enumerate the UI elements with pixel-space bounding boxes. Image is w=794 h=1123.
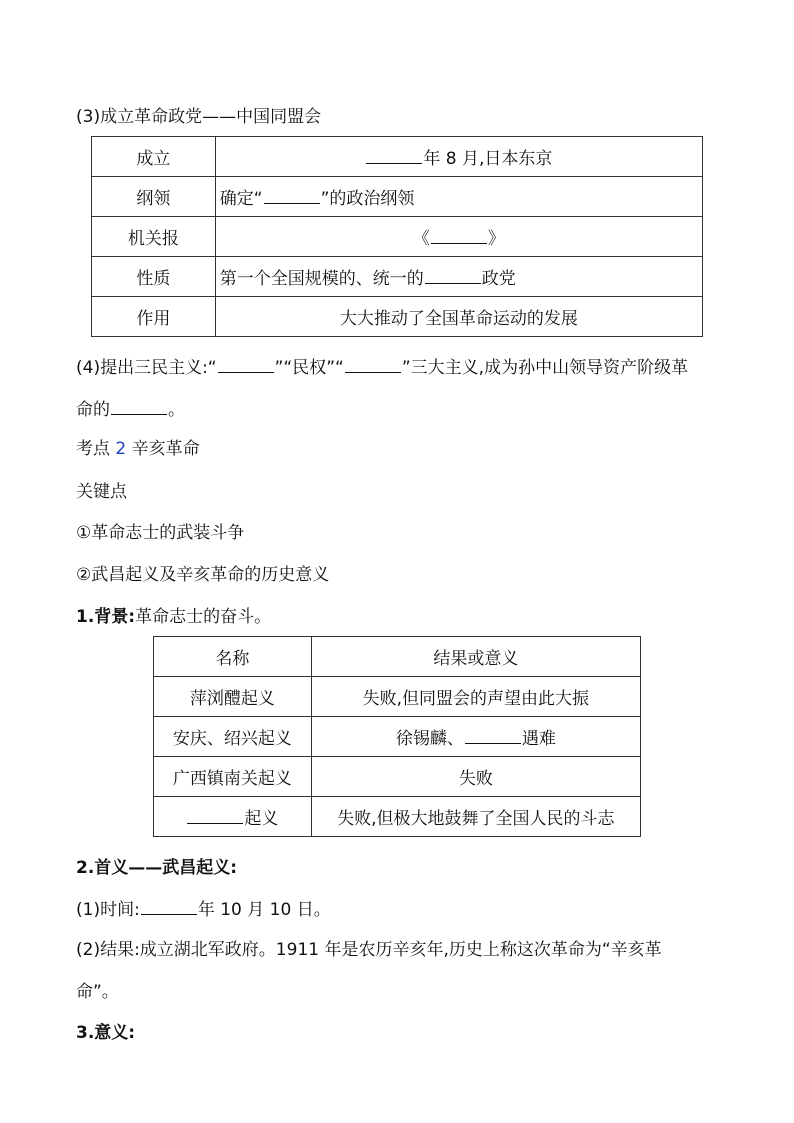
section3-heading: (3)成立革命政党——中国同盟会 bbox=[76, 107, 322, 127]
row-content: 《 》 bbox=[215, 217, 702, 257]
row-content: 确定“ ”的政治纲领 bbox=[215, 177, 702, 217]
time-line: (1)时间: 年 10 月 10 日。 bbox=[76, 900, 331, 920]
table-row bbox=[92, 257, 703, 297]
uprising-result: 失败 bbox=[311, 757, 640, 797]
row-label: 性质 bbox=[92, 257, 216, 297]
key-points-title: 关键点 bbox=[76, 482, 127, 502]
fill-blank[interactable] bbox=[264, 187, 320, 204]
row-content: 年 8 月,日本东京 bbox=[215, 137, 702, 177]
table-row bbox=[154, 797, 641, 837]
background-line: 1.背景:革命志士的奋斗。 bbox=[76, 607, 272, 627]
section-3-heading: 3.意义: bbox=[76, 1023, 136, 1043]
header-name: 名称 bbox=[154, 637, 312, 677]
table-header-row bbox=[154, 637, 641, 677]
key-point-2: ②武昌起义及辛亥革命的历史意义 bbox=[76, 565, 330, 585]
key-point-1: ①革命志士的武装斗争 bbox=[76, 523, 245, 543]
fill-blank[interactable] bbox=[111, 398, 167, 415]
uprising-result: 失败,但同盟会的声望由此大振 bbox=[311, 677, 640, 717]
uprising-name: 萍浏醴起义 bbox=[154, 677, 312, 717]
table-row bbox=[92, 137, 703, 177]
row-content: 大大推动了全国革命运动的发展 bbox=[215, 297, 702, 337]
uprising-result: 徐锡麟、 遇难 bbox=[311, 717, 640, 757]
fill-blank[interactable] bbox=[218, 356, 274, 373]
uprising-name: 广西镇南关起义 bbox=[154, 757, 312, 797]
fill-blank[interactable] bbox=[345, 356, 401, 373]
table-row bbox=[92, 217, 703, 257]
fill-blank[interactable] bbox=[465, 727, 521, 744]
section-2-heading: 2.首义——武昌起义: bbox=[76, 858, 238, 878]
background-label: 1.背景: bbox=[76, 607, 136, 627]
fill-blank[interactable] bbox=[366, 147, 422, 164]
uprising-name: 起义 bbox=[154, 797, 312, 837]
row-label: 机关报 bbox=[92, 217, 216, 257]
uprising-name: 安庆、绍兴起义 bbox=[154, 717, 312, 757]
fill-blank[interactable] bbox=[425, 267, 481, 284]
header-result: 结果或意义 bbox=[311, 637, 640, 677]
table-row bbox=[154, 677, 641, 717]
three-principles-line-2: 命的 。 bbox=[76, 400, 185, 420]
table-row bbox=[92, 177, 703, 217]
fill-blank[interactable] bbox=[141, 898, 197, 915]
kaodian-heading: 考点 2 辛亥革命 bbox=[76, 439, 200, 459]
row-label: 纲领 bbox=[92, 177, 216, 217]
fill-blank[interactable] bbox=[431, 227, 487, 244]
uprising-table bbox=[153, 636, 641, 837]
fill-blank[interactable] bbox=[187, 807, 243, 824]
table-row bbox=[154, 757, 641, 797]
row-label: 成立 bbox=[92, 137, 216, 177]
row-content: 第一个全国规模的、统一的 政党 bbox=[215, 257, 702, 297]
row-label: 作用 bbox=[92, 297, 216, 337]
table-row bbox=[92, 297, 703, 337]
table-row bbox=[154, 717, 641, 757]
three-principles-line-1: (4)提出三民主义:“ ”“民权”“ ”三大主义,成为孙中山领导资产阶级革 bbox=[76, 358, 689, 378]
tongmenghui-table bbox=[91, 136, 703, 337]
uprising-result: 失败,但极大地鼓舞了全国人民的斗志 bbox=[311, 797, 640, 837]
kaodian-number: 2 bbox=[115, 439, 127, 459]
result-line-2: 命”。 bbox=[76, 982, 119, 1002]
result-line-1: (2)结果:成立湖北军政府。1911 年是农历辛亥年,历史上称这次革命为“辛亥革 bbox=[76, 940, 662, 960]
